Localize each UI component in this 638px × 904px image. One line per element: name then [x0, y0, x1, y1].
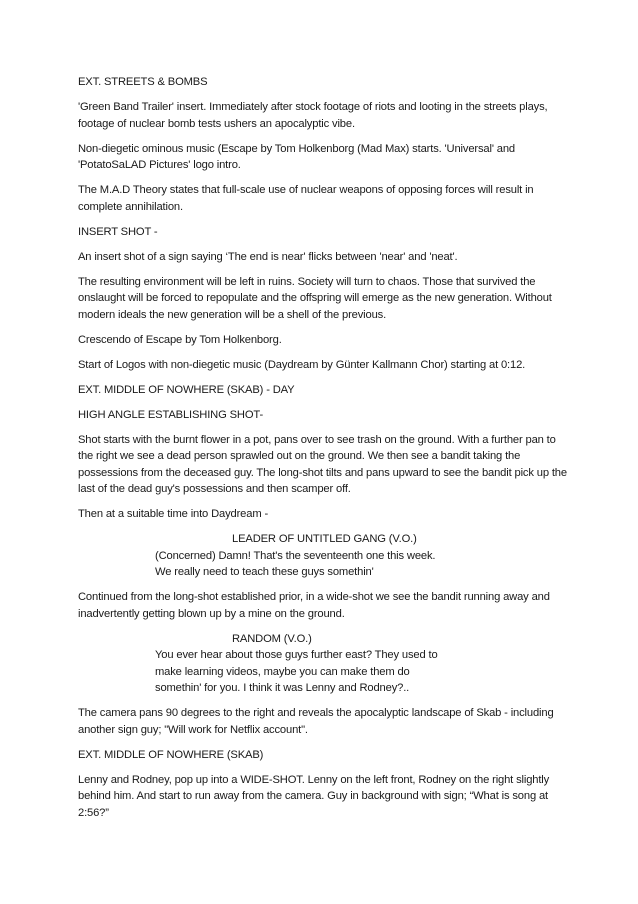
- action-paragraph: Start of Logos with non-diegetic music (Daydream by Günter Kallmann Chor) starting at 0:12.: [78, 358, 526, 371]
- scene-heading: EXT. MIDDLE OF NOWHERE (SKAB): [78, 748, 264, 761]
- action-paragraph: Lenny and Rodney, pop up into a WIDE-SHOT. Lenny on the left front, Rodney on the right slightly behind him. And start to run away from the camera. Guy in background with sign; “What is song at 2:56?”: [78, 773, 550, 819]
- action-paragraph: The M.A.D Theory states that full-scale use of nuclear weapons of opposing forces will result in complete annihilation.: [78, 184, 534, 213]
- dialogue-line: (Concerned) Damn! That's the seventeenth one this week.: [155, 549, 436, 562]
- dialogue-line: We really need to teach these guys somethin': [155, 566, 374, 578]
- action-paragraph: Non-diegetic ominous music (Escape by Tom Holkenborg (Mad Max) starts. 'Universal' and 'PotatoSaLAD Pictures' logo intro.: [78, 142, 515, 171]
- action-paragraph: Continued from the long-shot established prior, in a wide-shot we see the bandit running away and inadvertently getting blown up by a mine on the ground.: [78, 591, 550, 620]
- action-paragraph: 'Green Band Trailer' insert. Immediately after stock footage of riots and looting in the streets plays, footage of nuclear bomb tests ushers an apocalyptic vibe.: [78, 101, 548, 130]
- action-paragraph: An insert shot of a sign saying ‘The end is near' flicks between 'near' and 'neat'.: [78, 250, 458, 263]
- scene-heading: EXT. MIDDLE OF NOWHERE (SKAB) - DAY: [78, 383, 295, 396]
- action-paragraph: The camera pans 90 degrees to the right and reveals the apocalyptic landscape of Skab - including another sign guy; "Will work for Netflix account".: [78, 707, 554, 736]
- dialogue-block: [78, 631, 568, 697]
- action-paragraph: The resulting environment will be left in ruins. Society will turn to chaos. Those that survived the onslaught will be forced to repopulate and the offspring will emerge as the new generation. Without modern ideals the new generation will be a shell of the previous.: [78, 275, 552, 321]
- dialogue-line: You ever hear about those guys further east? They used to: [155, 649, 438, 661]
- shot-heading: INSERT SHOT -: [78, 225, 158, 238]
- dialogue-line: make learning videos, maybe you can make them do: [155, 665, 410, 678]
- scene-heading: EXT. STREETS & BOMBS: [78, 76, 208, 88]
- dialogue-line: somethin' for you. I think it was Lenny and Rodney?..: [155, 682, 410, 694]
- character-name: RANDOM (V.O.): [232, 632, 312, 645]
- character-name: LEADER OF UNTITLED GANG (V.O.): [232, 533, 417, 545]
- action-paragraph: Shot starts with the burnt flower in a pot, pans over to see trash on the ground. With a further pan to the right we see a dead person sprawled out on the ground. We then see a bandit taking the possessions from the deceased guy. The long-shot tilts and pans upward to see the bandit pick up the last of the dead guy's possessions and then scamper off.: [78, 433, 567, 495]
- action-paragraph: Crescendo of Escape by Tom Holkenborg.: [78, 333, 282, 346]
- action-paragraph: Then at a suitable time into Daydream -: [78, 508, 269, 520]
- dialogue-block: [78, 531, 568, 581]
- shot-heading: HIGH ANGLE ESTABLISHING SHOT-: [78, 408, 264, 421]
